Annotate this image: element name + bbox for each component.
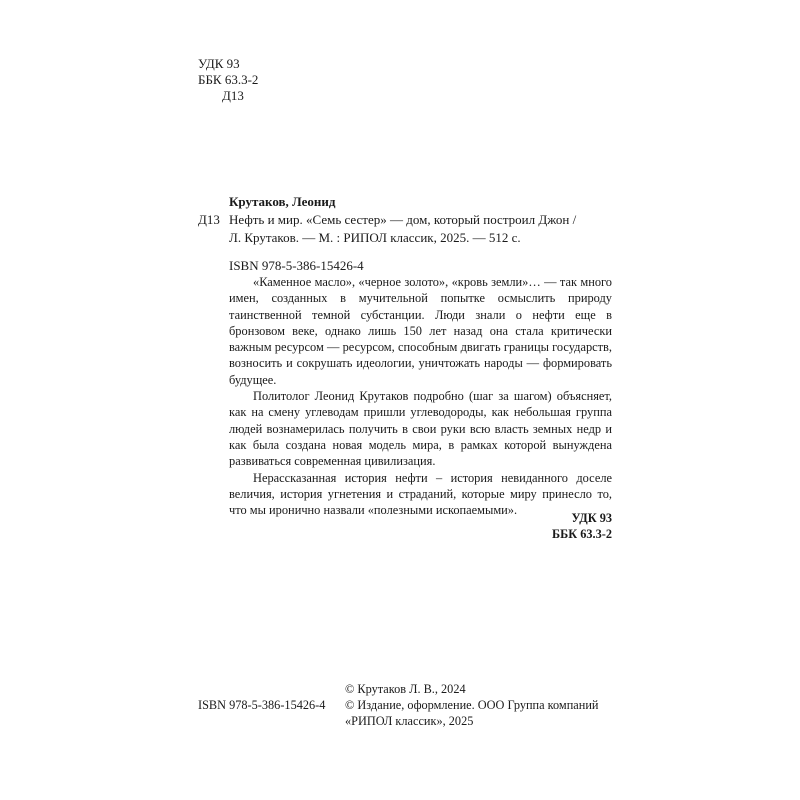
author-heading: Крутаков, Леонид [229, 194, 336, 209]
bottom-bbk-code: ББК 63.3-2 [551, 527, 612, 541]
annotation-paragraph-3: Нерассказанная история нефти – история невиданного доселе величия, история угнетения и страданий, которые миру принесло то, что мы иронично назвали «полезными ископаемыми». [229, 470, 612, 518]
copyright-publisher-line-2: «РИПОЛ классик», 2025 [345, 714, 474, 728]
footer-isbn: ISBN 978-5-386-15426-4 [198, 698, 326, 712]
bbk-code: ББК 63.3-2 [198, 72, 259, 87]
udk-code: УДК 93 [198, 56, 240, 71]
title-line-1: Нефть и мир. «Семь сестер» — дом, который построил Джон / [229, 212, 577, 227]
annotation-paragraph-2: Политолог Леонид Крутаков подробно (шаг за шагом) объясняет, как на смену углеводам пришли углеводороды, как небольшая группа людей вознамерилась получить в свои руки всю власть земных недр и как была создана новая модель мира, в рамках которой вынуждена развиваться современная цивилизация. [229, 389, 612, 469]
side-author-mark: Д13 [198, 212, 220, 227]
title-line-2: Л. Крутаков. — М. : РИПОЛ классик, 2025. — 512 с. [229, 230, 521, 245]
author-mark: Д13 [222, 88, 244, 103]
isbn-record: ISBN 978-5-386-15426-4 [229, 258, 364, 273]
copyright-author: © Крутаков Л. В., 2024 [345, 682, 466, 696]
annotation [229, 274, 612, 518]
copyright-publisher-line-1: © Издание, оформление. ООО Группа компаний [345, 698, 599, 712]
annotation-paragraph-1: «Каменное масло», «черное золото», «кровь земли»… — так много имен, созданных в мучительной попытке осмыслить природу таинственной темной субстанции. Люди знали о нефти еще в бронзовом веке, однако лишь 150 лет назад она стала критически важным ресурсом — ресурсом, способным двигать границы государств, возносить и сокрушать идеологии, уничтожать народы — формировать будущее. [229, 275, 612, 387]
bottom-udk-code: УДК 93 [571, 511, 612, 525]
